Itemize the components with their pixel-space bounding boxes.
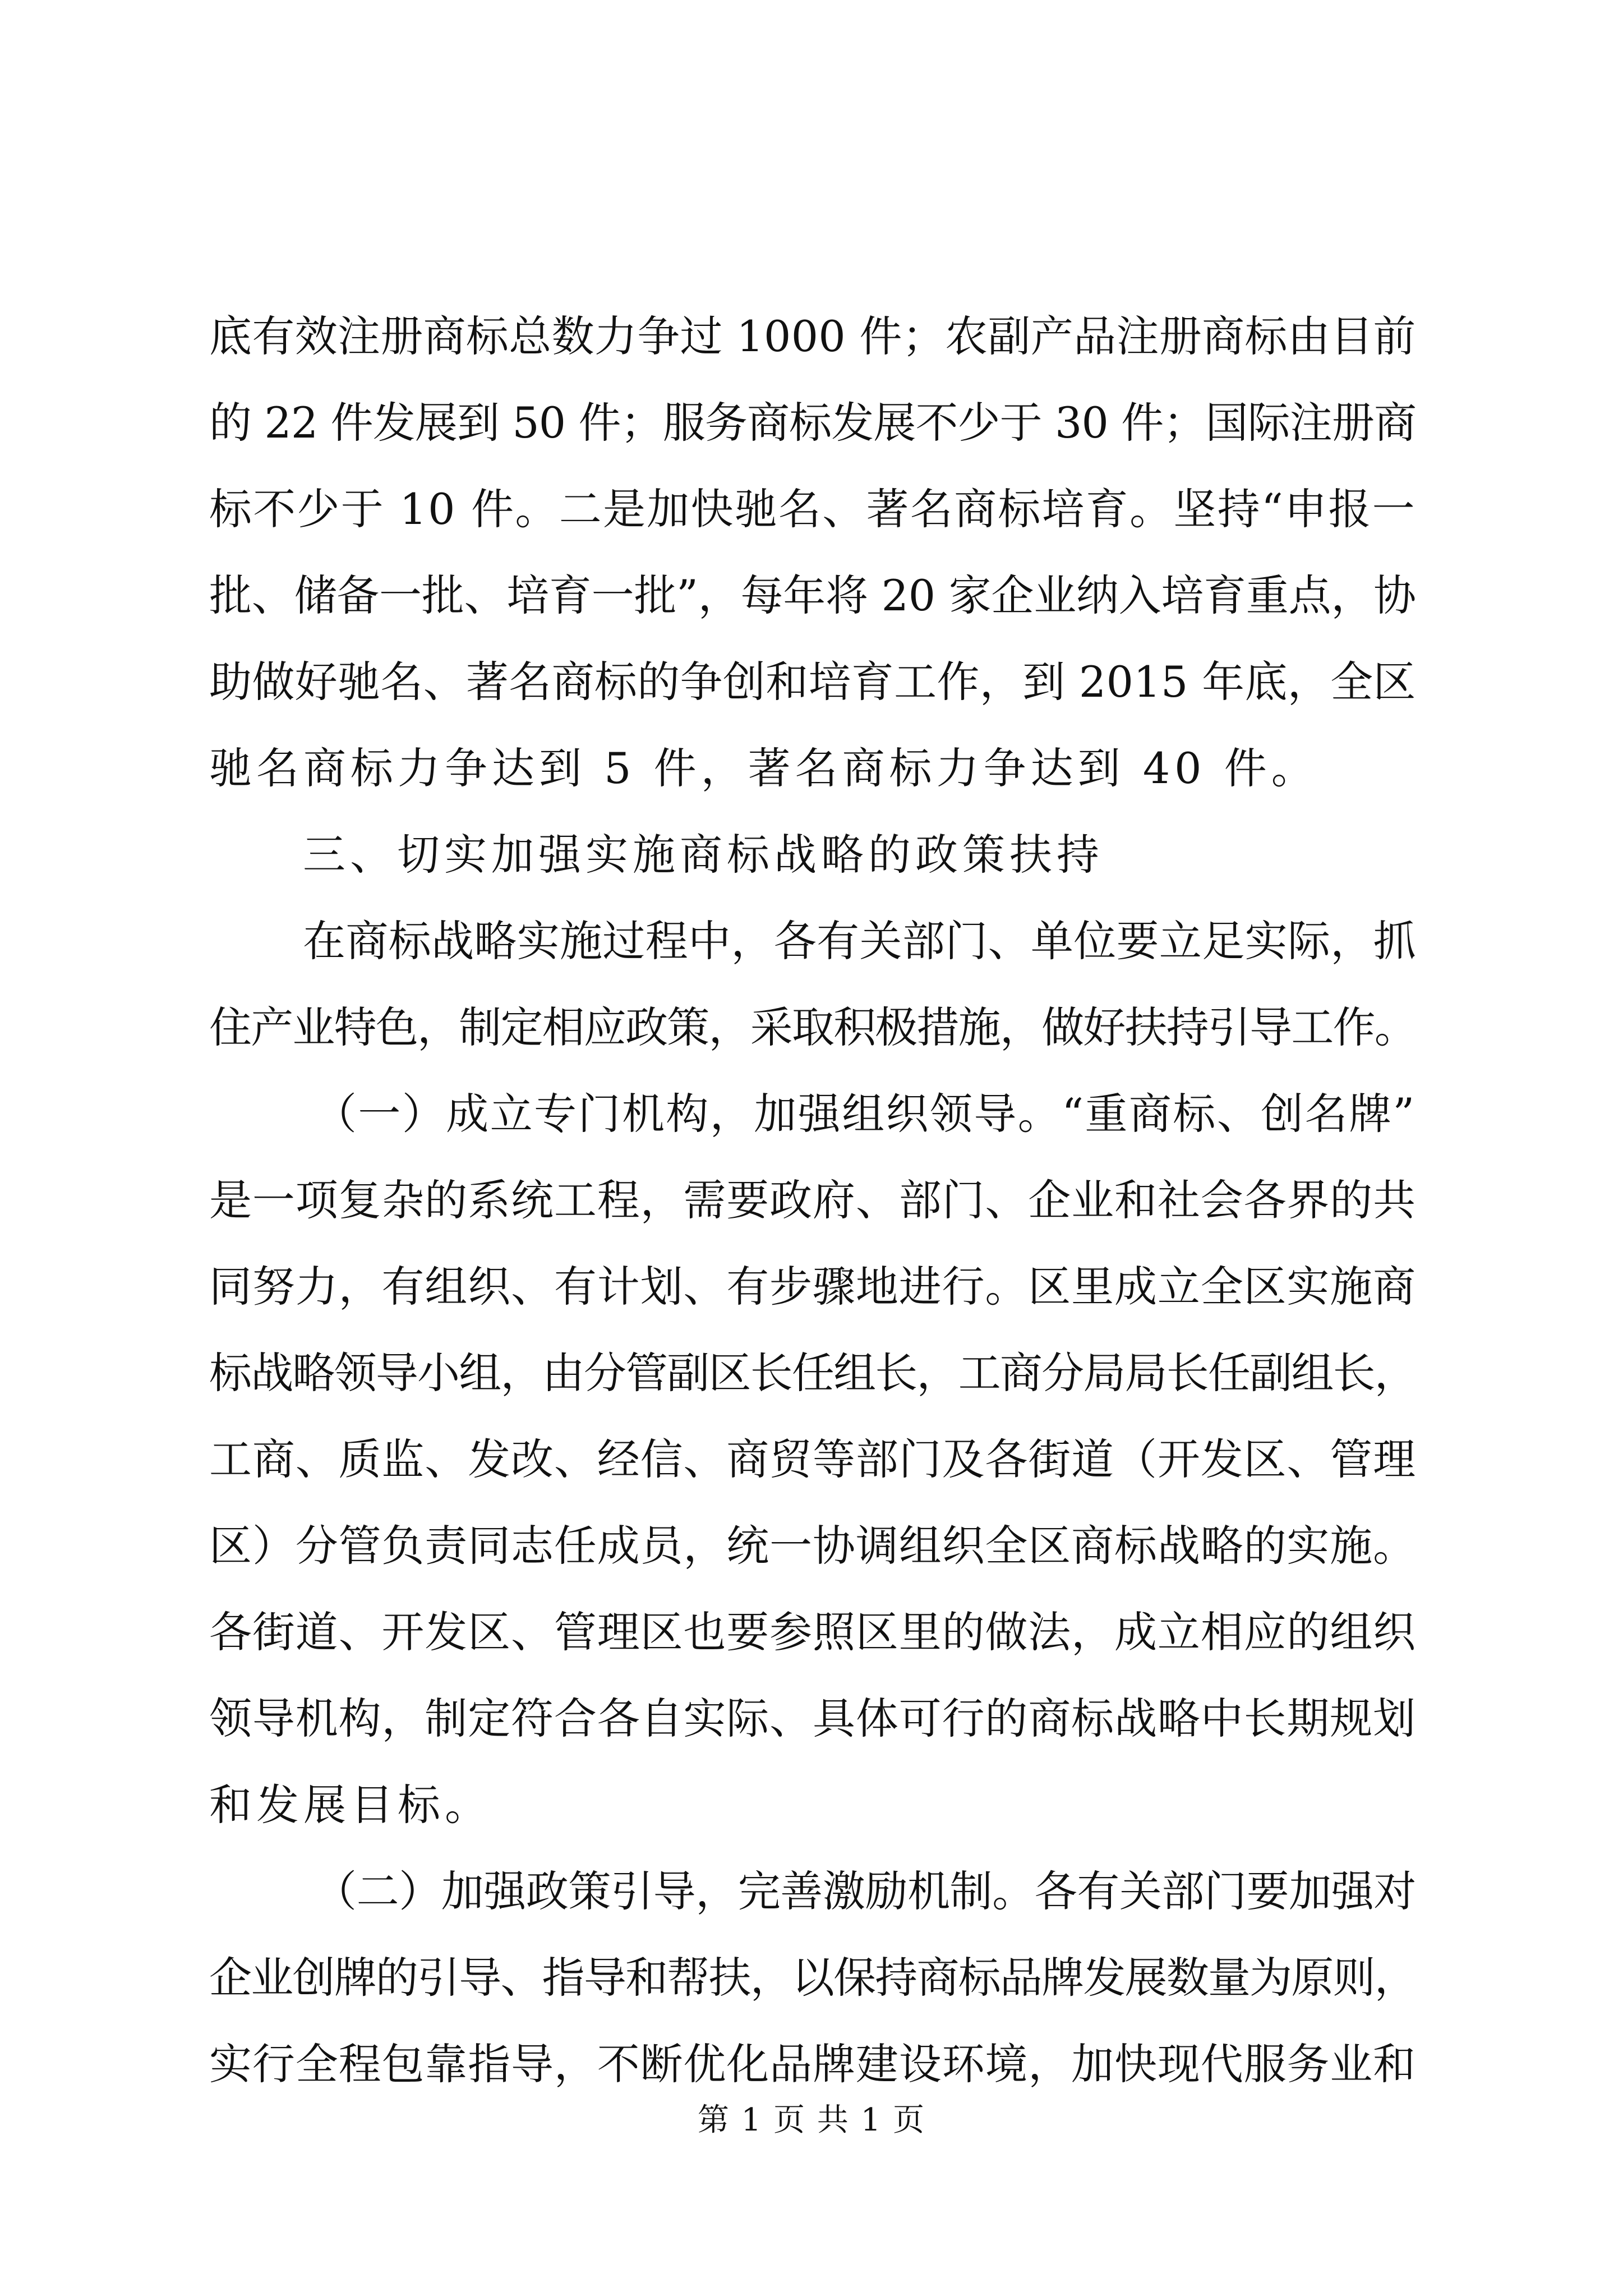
text-line: （一）成立专门机构，加强组织领导。“重商标、创名牌” bbox=[314, 1089, 1416, 1139]
text-line: 工商、质监、发改、经信、商贸等部门及各街道（开发区、管理 bbox=[209, 1434, 1416, 1484]
text-line: 助做好驰名、著名商标的争创和培育工作，到 2015 年底，全区 bbox=[209, 657, 1416, 707]
text-line: 企业创牌的引导、指导和帮扶，以保持商标品牌发展数量为原则， bbox=[209, 1953, 1416, 2003]
text-line: 驰名商标力争达到 5 件，著名商标力争达到 40 件。 bbox=[209, 743, 1318, 793]
page-number-footer: 第 1 页 共 1 页 bbox=[697, 2102, 926, 2138]
section-heading: 三、切实加强实施商标战略的政策扶持 bbox=[303, 830, 1104, 880]
text-line: 领导机构，制定符合各自实际、具体可行的商标战略中长期规划 bbox=[209, 1694, 1416, 1743]
text-line: 和发展目标。 bbox=[209, 1780, 492, 1830]
text-line: 区）分管负责同志任成员，统一协调组织全区商标战略的实施。 bbox=[209, 1521, 1416, 1571]
text-line: 是一项复杂的系统工程，需要政府、部门、企业和社会各界的共 bbox=[209, 1175, 1416, 1225]
text-line: 实行全程包靠指导，不断优化品牌建设环境，加快现代服务业和 bbox=[209, 2039, 1416, 2089]
text-line: 标不少于 10 件。二是加快驰名、著名商标培育。坚持“申报一 bbox=[209, 484, 1416, 534]
text-line: （二）加强政策引导，完善激励机制。各有关部门要加强对 bbox=[314, 1866, 1416, 1916]
text-line: 在商标战略实施过程中，各有关部门、单位要立足实际，抓 bbox=[303, 916, 1416, 966]
text-line: 底有效注册商标总数力争过 1000 件；农副产品注册商标由目前 bbox=[209, 311, 1416, 361]
text-line: 住产业特色，制定相应政策，采取积极措施，做好扶持引导工作。 bbox=[209, 1002, 1416, 1052]
text-line: 批、储备一批、培育一批”，每年将 20 家企业纳入培育重点，协 bbox=[209, 570, 1416, 620]
text-line: 各街道、开发区、管理区也要参照区里的做法，成立相应的组织 bbox=[209, 1607, 1416, 1657]
text-line: 标战略领导小组，由分管副区长任组长，工商分局局长任副组长， bbox=[209, 1348, 1416, 1398]
text-line: 的 22 件发展到 50 件；服务商标发展不少于 30 件；国际注册商 bbox=[209, 398, 1417, 448]
text-line: 同努力，有组织、有计划、有步骤地进行。区里成立全区实施商 bbox=[209, 1262, 1416, 1312]
